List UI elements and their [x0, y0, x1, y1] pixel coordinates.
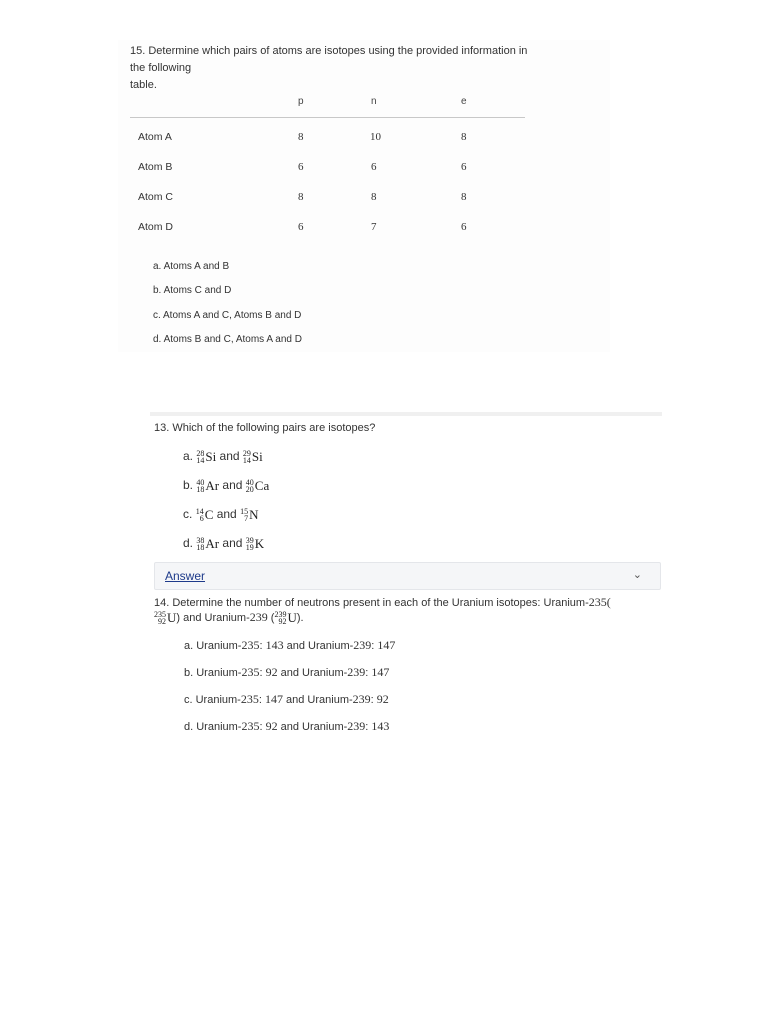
option-math: 235: [241, 719, 260, 733]
question-14-text: 14. Determine the number of neutrons present in each of the Uranium isotopes: Uranium-: [154, 597, 589, 609]
element-symbol: Si: [205, 449, 217, 465]
element-symbol: Ar: [205, 478, 220, 494]
atomic-number: 20: [245, 485, 254, 495]
option-text: and Uranium-: [277, 721, 348, 733]
option-math: 147: [264, 692, 283, 706]
question-13-option-d[interactable]: [183, 535, 264, 552]
option-text: b. Uranium-: [184, 667, 242, 679]
question-14-option-a[interactable]: [184, 638, 395, 653]
element-symbol: Si: [251, 449, 263, 465]
question-14-title-line2: [154, 609, 304, 626]
option-text: :: [259, 640, 266, 652]
option-text: and Uranium-: [282, 694, 353, 706]
table-row: [118, 191, 598, 209]
question-15-title: [130, 43, 530, 94]
mass-number: 38: [196, 536, 205, 546]
row-label: Atom A: [138, 131, 172, 143]
mass-number: 235: [154, 610, 166, 620]
nuclide-notation: [243, 448, 263, 465]
element-symbol: C: [204, 507, 214, 523]
nuclide-notation: [196, 506, 214, 523]
element-symbol: Ca: [254, 478, 270, 494]
cell-n: 8: [371, 191, 377, 203]
option-math: 239: [347, 665, 366, 679]
question-15-card: [118, 40, 610, 352]
option-math: 239: [353, 638, 372, 652]
element-symbol: N: [249, 507, 259, 523]
option-text: and Uranium-: [283, 640, 354, 652]
option-letter: d.: [183, 536, 194, 550]
mass-number: 239: [274, 610, 287, 620]
cell-n: 10: [370, 131, 381, 143]
option-math: 147: [371, 665, 390, 679]
option-math: 235: [241, 638, 260, 652]
atomic-number: 14: [242, 456, 251, 466]
nuclide-notation: [196, 448, 216, 465]
question-14-option-d[interactable]: [184, 719, 389, 734]
option-text: :: [258, 694, 265, 706]
option-math: 239: [352, 692, 371, 706]
nuclide-notation: [196, 477, 219, 494]
nuclide-notation: [154, 609, 176, 626]
option-math: 239: [347, 719, 366, 733]
cell-e: 6: [461, 161, 467, 173]
element-symbol: K: [254, 536, 265, 552]
option-text: :: [259, 667, 266, 679]
atomic-number: 92: [278, 617, 287, 627]
mass-number: 40: [196, 478, 205, 488]
question-15-option-d[interactable]: d. Atoms B and C, Atoms A and D: [153, 334, 302, 345]
option-math: 92: [265, 719, 278, 733]
mass-number: 14: [195, 507, 204, 517]
mass-number: 39: [245, 536, 254, 546]
cell-e: 8: [461, 191, 467, 203]
isotope-mass-number: 239: [249, 610, 268, 624]
question-15-option-c[interactable]: c. Atoms A and C, Atoms B and D: [153, 310, 302, 321]
atomic-number: 18: [196, 543, 205, 553]
mass-number: 28: [196, 449, 205, 459]
atomic-number: 18: [196, 485, 205, 495]
option-math: 235: [240, 692, 259, 706]
row-label: Atom B: [138, 161, 173, 173]
option-math: 92: [376, 692, 389, 706]
mass-number: 40: [245, 478, 254, 488]
nuclide-notation: [240, 506, 258, 523]
nuclide-notation: [196, 535, 219, 552]
chevron-down-icon[interactable]: ⌄: [632, 569, 642, 581]
question-14-option-c[interactable]: [184, 692, 389, 707]
option-text: :: [370, 694, 377, 706]
option-text: d. Uranium-: [184, 721, 242, 733]
nuclide-notation: [246, 535, 264, 552]
row-label: Atom C: [138, 191, 174, 203]
mass-number: 29: [242, 449, 251, 459]
option-joiner: and: [222, 536, 243, 550]
cell-e: 6: [461, 221, 467, 233]
question-14-text: ).: [296, 612, 304, 624]
option-text: :: [365, 667, 372, 679]
option-text: :: [259, 721, 266, 733]
column-header-e: e: [461, 96, 467, 107]
atomic-number: 7: [244, 514, 249, 524]
element-symbol: U: [287, 610, 297, 626]
question-15-option-b[interactable]: b. Atoms C and D: [153, 285, 232, 296]
cell-p: 6: [298, 221, 304, 233]
question-13-title: 13. Which of the following pairs are isotopes?: [154, 422, 376, 434]
atomic-number: 92: [158, 617, 166, 627]
atomic-number: 14: [196, 456, 205, 466]
option-text: a. Uranium-: [184, 640, 242, 652]
question-15-title-line2: table.: [130, 79, 157, 91]
question-15-title-line1: 15. Determine which pairs of atoms are isotopes using the provided information in the following: [130, 45, 528, 74]
option-text: :: [365, 721, 372, 733]
element-symbol: Ar: [205, 536, 220, 552]
cell-p: 8: [298, 131, 304, 143]
cell-p: 8: [298, 191, 304, 203]
question-14-text: ) and Uranium-: [176, 612, 250, 624]
option-math: 147: [377, 638, 396, 652]
option-math: 143: [371, 719, 390, 733]
atomic-number: 6: [199, 514, 204, 524]
atomic-number: 19: [245, 543, 254, 553]
option-joiner: and: [222, 478, 243, 492]
option-math: 143: [265, 638, 284, 652]
option-joiner: and: [216, 507, 237, 521]
column-header-p: p: [298, 96, 304, 107]
question-14-option-b[interactable]: [184, 665, 389, 680]
table-header-divider: [130, 117, 525, 118]
option-joiner: and: [219, 449, 240, 463]
option-text: :: [371, 640, 378, 652]
question-13-card: [150, 412, 662, 564]
question-14-title-line1: [154, 595, 611, 610]
option-letter: b.: [183, 478, 194, 492]
option-text: and Uranium-: [277, 667, 348, 679]
option-text: c. Uranium-: [184, 694, 241, 706]
table-row: [118, 161, 598, 179]
table-row: [118, 131, 598, 149]
isotope-mass-number: 235(: [588, 595, 611, 609]
option-math: 235: [241, 665, 260, 679]
question-15-option-a[interactable]: a. Atoms A and B: [153, 261, 230, 272]
row-label: Atom D: [138, 221, 174, 233]
cell-n: 6: [371, 161, 377, 173]
nuclide-notation: [274, 609, 296, 626]
cell-e: 8: [461, 131, 467, 143]
question-13-option-a[interactable]: [183, 448, 263, 465]
question-13-option-c[interactable]: [183, 506, 258, 523]
answer-link[interactable]: Answer: [165, 569, 206, 583]
mass-number: 15: [240, 507, 249, 517]
option-letter: c.: [183, 507, 193, 521]
question-13-option-b[interactable]: [183, 477, 269, 494]
cell-p: 6: [298, 161, 304, 173]
element-symbol: U: [167, 610, 177, 626]
nuclide-notation: [246, 477, 269, 494]
question-14-text: (: [267, 612, 275, 624]
option-math: 92: [265, 665, 278, 679]
table-row: [118, 221, 598, 239]
column-header-n: n: [371, 96, 377, 107]
cell-n: 7: [371, 221, 377, 233]
answer-accordion[interactable]: [154, 562, 661, 590]
option-letter: a.: [183, 449, 194, 463]
